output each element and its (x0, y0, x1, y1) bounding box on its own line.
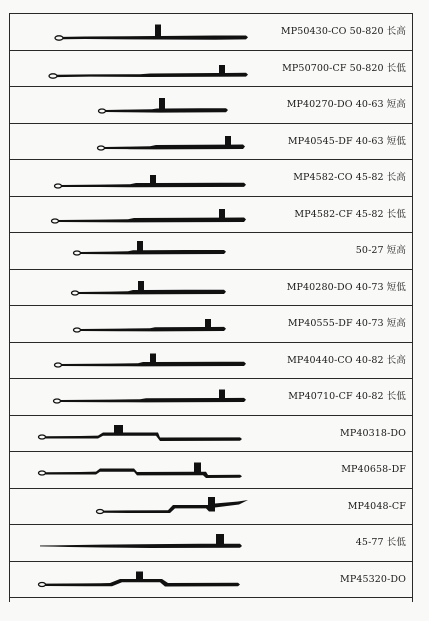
needle-label: MP40440-CO 40-82 长高 (287, 354, 406, 366)
needle-row (10, 233, 412, 270)
needle-label: 50-27 短高 (355, 245, 406, 256)
needle-table (9, 13, 413, 602)
needle-row (10, 306, 412, 343)
needle-row (10, 379, 412, 416)
needle-label: MP45320-DO (340, 573, 406, 585)
needle-row (10, 87, 412, 124)
needle-row (10, 270, 412, 307)
needle-row (10, 197, 412, 234)
needle-label: MP4582-CF 45-82 长低 (294, 208, 406, 220)
needle-row (10, 489, 412, 526)
needle-label: MP50700-CF 50-820 长低 (282, 62, 406, 74)
needle-label: MP40710-CF 40-82 长低 (288, 391, 406, 402)
needle-label: MP40270-DO 40-63 短高 (286, 99, 406, 110)
needle-label: MP40280-DO 40-73 短低 (286, 281, 406, 293)
needle-row (10, 160, 412, 197)
needle-label: MP40658-DF (341, 464, 406, 475)
needle-row (10, 51, 412, 88)
needle-label: MP50430-CO 50-820 长高 (280, 26, 406, 37)
needle-drawing (10, 525, 414, 561)
needle-label: MP4582-CO 45-82 长高 (293, 172, 406, 183)
needle-row (10, 452, 412, 489)
needle-row (10, 343, 412, 380)
needle-drawing (10, 233, 414, 269)
needle-label: MP40545-DF 40-63 短低 (287, 135, 406, 147)
needle-label: MP40555-DF 40-73 短高 (287, 318, 406, 329)
needle-row (10, 416, 412, 453)
needle-row (10, 562, 412, 599)
needle-label: 45-77 长低 (355, 537, 406, 548)
needle-label: MP4048-CF (347, 500, 406, 512)
needle-row (10, 525, 412, 562)
needle-row (10, 14, 412, 51)
needle-label: MP40318-DO (340, 427, 406, 439)
needle-row (10, 124, 412, 161)
